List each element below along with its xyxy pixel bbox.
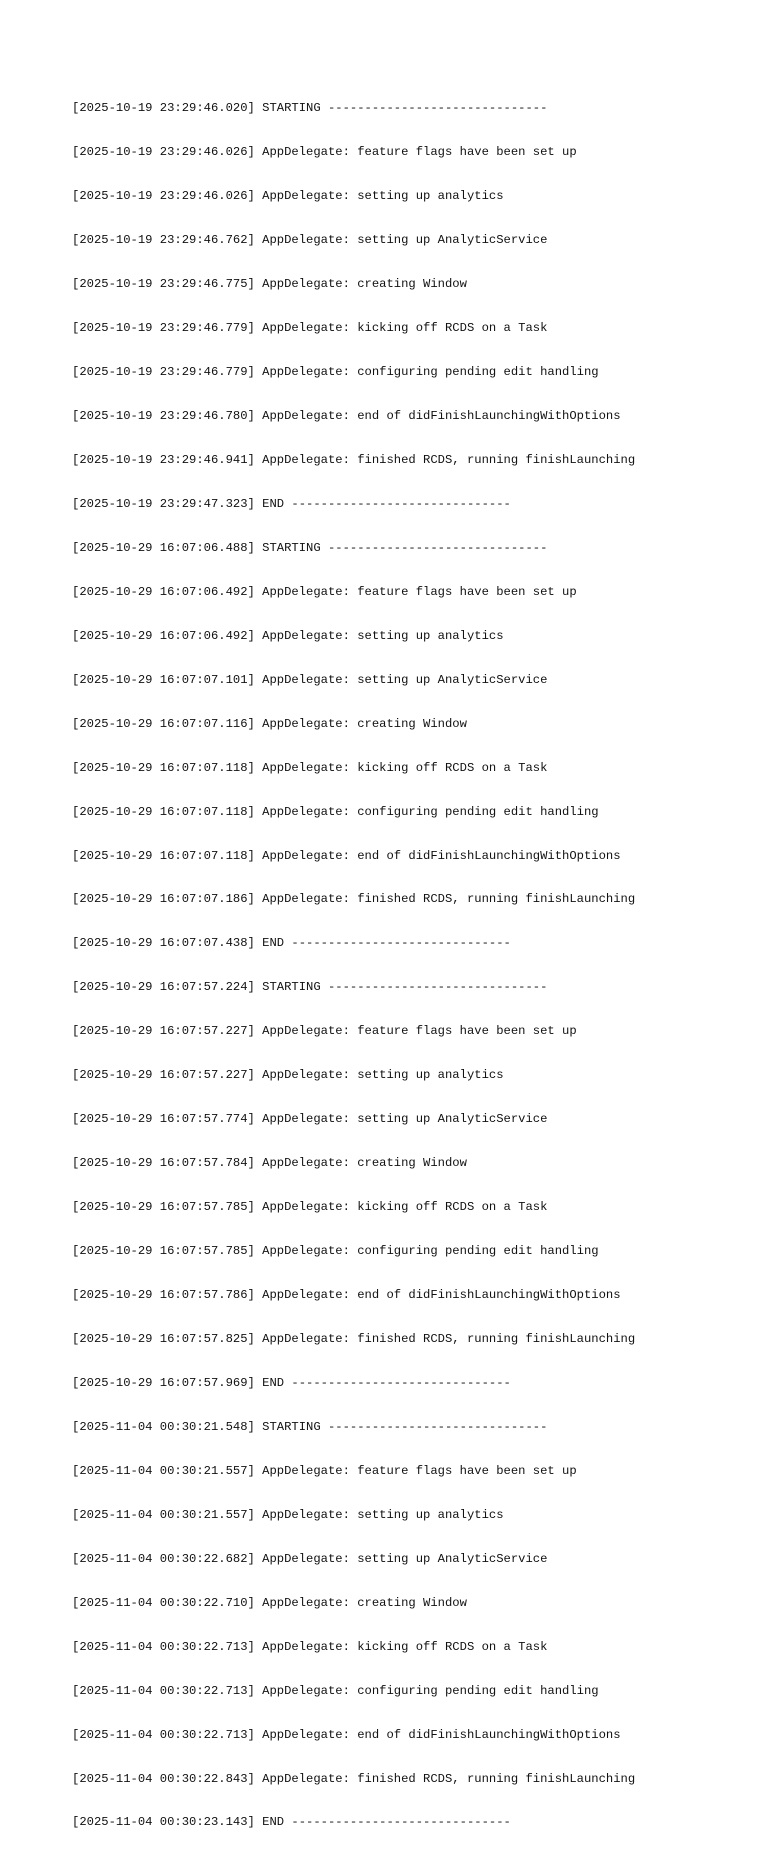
log-line: [2025-10-29 16:07:57.825] AppDelegate: finished RCDS, running finishLaunching — [72, 1332, 636, 1346]
log-line: [2025-10-29 16:07:06.488] STARTING ------------------------------ — [72, 540, 548, 555]
log-line: [2025-10-29 16:07:07.118] AppDelegate: kicking off RCDS on a Task — [72, 760, 548, 775]
log-line: [2025-11-04 00:30:22.713] AppDelegate: kicking off RCDS on a Task — [72, 1639, 548, 1654]
log-line: [2025-10-19 23:29:46.779] AppDelegate: kicking off RCDS on a Task — [72, 321, 548, 336]
log-line: [2025-10-19 23:29:46.026] AppDelegate: feature flags have been set up — [72, 145, 577, 160]
log-line: [2025-11-04 00:30:21.548] STARTING ------------------------------ — [72, 1419, 548, 1434]
log-line: [2025-10-19 23:29:47.323] END ------------------------------ — [72, 496, 511, 511]
log-line: [2025-11-04 00:30:22.713] AppDelegate: configuring pending edit handling — [72, 1683, 599, 1698]
log-line: [2025-10-19 23:29:46.020] STARTING ------------------------------ — [72, 101, 548, 116]
log-line: [2025-10-19 23:29:46.762] AppDelegate: setting up AnalyticService — [72, 233, 548, 248]
log-line: [2025-10-29 16:07:07.118] AppDelegate: end of didFinishLaunchingWithOptions — [72, 848, 621, 863]
log-line: [2025-10-29 16:07:07.101] AppDelegate: setting up AnalyticService — [72, 672, 548, 687]
log-line: [2025-10-19 23:29:46.026] AppDelegate: setting up analytics — [72, 189, 504, 204]
log-text — [72, 72, 752, 1859]
log-line: [2025-11-04 00:30:21.557] AppDelegate: feature flags have been set up — [72, 1463, 577, 1478]
log-line: [2025-10-29 16:07:07.186] AppDelegate: finished RCDS, running finishLaunching — [72, 892, 636, 907]
log-line: [2025-11-04 00:30:22.713] AppDelegate: end of didFinishLaunchingWithOptions — [72, 1727, 621, 1742]
log-line: [2025-11-04 00:30:22.682] AppDelegate: setting up AnalyticService — [72, 1551, 548, 1566]
log-line: [2025-11-04 00:30:22.710] AppDelegate: creating Window — [72, 1595, 467, 1610]
log-line: [2025-10-29 16:07:57.785] AppDelegate: kicking off RCDS on a Task — [72, 1200, 548, 1215]
document-page — [72, 72, 752, 1859]
log-line: [2025-10-29 16:07:57.224] STARTING ------------------------------ — [72, 980, 548, 995]
log-line: [2025-10-29 16:07:06.492] AppDelegate: feature flags have been set up — [72, 584, 577, 599]
log-line: [2025-10-29 16:07:57.227] AppDelegate: setting up analytics — [72, 1068, 504, 1083]
log-line: [2025-10-29 16:07:57.774] AppDelegate: setting up AnalyticService — [72, 1112, 548, 1127]
log-line: [2025-11-04 00:30:23.143] END ------------------------------ — [72, 1815, 511, 1830]
log-line: [2025-10-19 23:29:46.775] AppDelegate: creating Window — [72, 277, 467, 292]
log-line: [2025-10-29 16:07:57.785] AppDelegate: configuring pending edit handling — [72, 1244, 599, 1259]
log-line: [2025-11-04 00:30:21.557] AppDelegate: setting up analytics — [72, 1507, 504, 1522]
log-line: [2025-10-29 16:07:07.438] END ------------------------------ — [72, 936, 511, 951]
log-line: [2025-10-19 23:29:46.941] AppDelegate: finished RCDS, running finishLaunching — [72, 452, 636, 467]
log-line: [2025-10-29 16:07:07.116] AppDelegate: creating Window — [72, 716, 467, 731]
log-line: [2025-10-29 16:07:07.118] AppDelegate: configuring pending edit handling — [72, 804, 599, 819]
log-line: [2025-10-19 23:29:46.779] AppDelegate: configuring pending edit handling — [72, 365, 599, 380]
log-line: [2025-10-29 16:07:06.492] AppDelegate: setting up analytics — [72, 628, 504, 643]
log-line: [2025-10-29 16:07:57.969] END ------------------------------ — [72, 1375, 511, 1390]
log-line: [2025-10-19 23:29:46.780] AppDelegate: end of didFinishLaunchingWithOptions — [72, 408, 621, 423]
log-line: [2025-10-29 16:07:57.786] AppDelegate: end of didFinishLaunchingWithOptions — [72, 1288, 621, 1303]
log-line: [2025-10-29 16:07:57.227] AppDelegate: feature flags have been set up — [72, 1024, 577, 1039]
log-line: [2025-10-29 16:07:57.784] AppDelegate: creating Window — [72, 1156, 467, 1171]
log-line: [2025-11-04 00:30:22.843] AppDelegate: finished RCDS, running finishLaunching — [72, 1771, 636, 1786]
